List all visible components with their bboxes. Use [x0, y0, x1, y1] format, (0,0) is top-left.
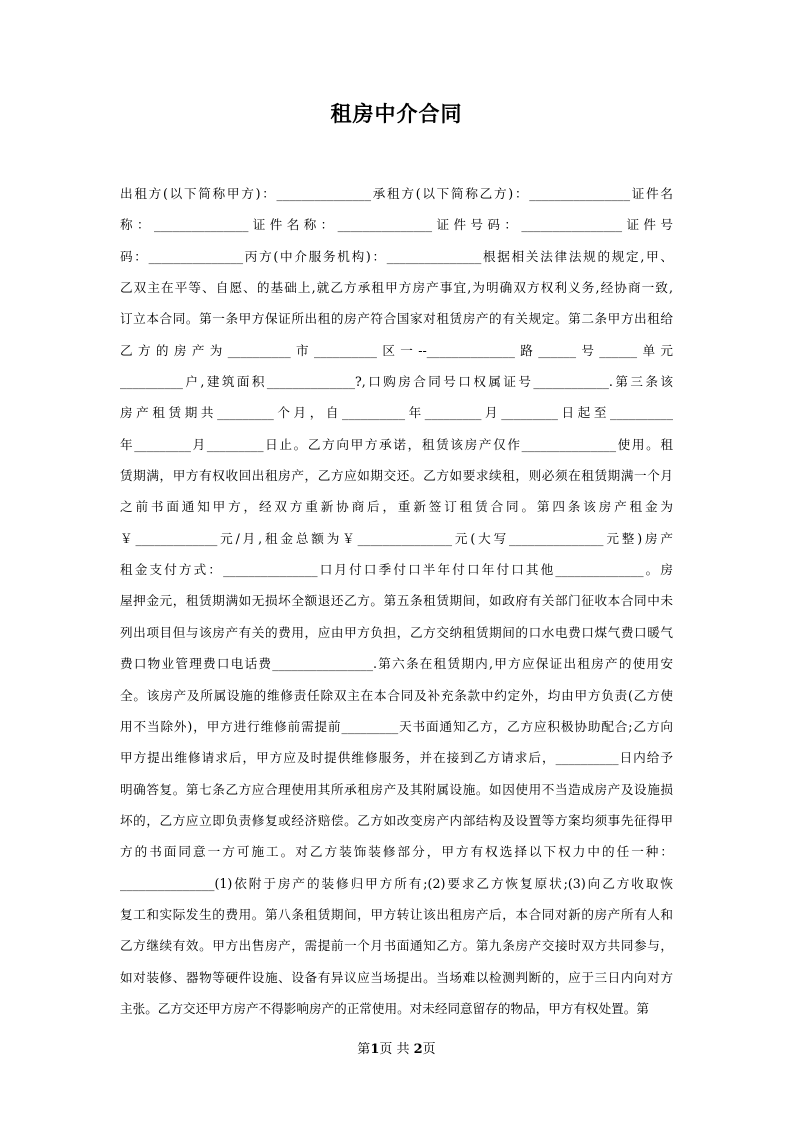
footer-prefix: 第 [357, 1042, 371, 1057]
body-line: 坏的，乙方应立即负责修复或经济赔偿。乙方如改变房产内部结构及设置等方案均须事先征得甲 [120, 812, 673, 828]
body-line: 出租方(以下简称甲方)：_______________承租方(以下简称乙方)：________________证件名 [120, 186, 673, 201]
body-line: 租金支付方式：_______________口月付口季付口半年付口年付口其他______________。房 [120, 562, 673, 578]
body-line: 年_________月_________日止。乙方向甲方承诺，租赁该房产仅作_______________使用。租 [120, 436, 673, 452]
body-line: 赁期满，甲方有权收回出租房产，乙方应如期交还。乙方如要求续租，则必须在租赁期满一个月 [120, 468, 673, 484]
body-line: 屋押金元，租赁期满如无损坏全额退还乙方。第五条租赁期间，如政府有关部门征收本合同中未 [120, 593, 673, 609]
body-line: 乙双主在平等、自愿、的基础上,就乙方承租甲方房产事宜,为明确双方权利义务,经协商一致, [120, 280, 673, 296]
body-line: 称：_______________证件名称：_______________证件号码：________________证件号 [120, 217, 673, 233]
body-line: 全。该房产及所属设施的维修责任除双主在本合同及补充条款中约定外，均由甲方负责(乙方使 [120, 687, 673, 703]
body-line: 之前书面通知甲方，经双方重新协商后，重新签订租赁合同。第四条该房产租金为 [120, 499, 673, 515]
body-line: 订立本合同。第一条甲方保证所出租的房产符合国家对租赁房产的有关规定。第二条甲方出租给 [120, 311, 673, 327]
footer-suffix: 页 [422, 1042, 436, 1057]
current-page-number: 1 [370, 1042, 380, 1057]
body-line: 主张。乙方交还甲方房产不得影响房产的正常使用。对未经同意留存的物品，甲方有权处置。第 [120, 1000, 649, 1016]
body-line: 乙方继续有效。甲方出售房产，需提前一个月书面通知乙方。第九条房产交接时双方共同参与， [120, 938, 673, 954]
document-title: 租房中介合同 [330, 101, 463, 126]
page-footer [0, 1038, 793, 1057]
contract-body [120, 178, 673, 1024]
body-line: _______________(1)依附于房产的装修归甲方所有;(2)要求乙方恢复原状;(3)向乙方收取恢 [120, 875, 673, 891]
body-line: 甲方提出维修请求后，甲方应及时提供维修服务，并在接到乙方请求后，__________日内给予 [120, 750, 673, 766]
body-line: 明确答复。第七条乙方应合理使用其所承租房产及其附属设施。如因使用不当造成房产及设施损 [120, 781, 673, 797]
body-line: 乙方的房产为__________市__________区一--______________路______号______单元 [120, 342, 673, 358]
body-line: 如对装修、器物等硬件设施、设备有异议应当场提出。当场难以检测判断的，应于三日内向对方 [120, 969, 673, 985]
body-line: 方的书面同意一方可施工。对乙方装饰装修部分，甲方有权选择以下权力中的任一种： [120, 844, 673, 860]
body-line: ￥_____________元/月,租金总额为￥_______________元(大写_______________元整)房产 [120, 530, 673, 546]
body-line: 复工和实际发生的费用。第八条租赁期间，甲方转让该出租房产后，本合同对新的房产所有人和 [120, 906, 673, 922]
footer-middle: 页 共 [379, 1042, 414, 1057]
body-line: 房产租赁期共_________个月，自__________年_________月_________日起至__________ [120, 405, 673, 421]
body-line: 用不当除外)，甲方进行维修前需提前_________天书面通知乙方，乙方应积极协助配合;乙方向 [120, 718, 673, 734]
body-line: 费口物业管理费口电话费________________.第六条在租赁期内,甲方应保证出租房产的使用安 [120, 656, 673, 672]
body-line: 列出项目但与该房产有关的费用，应由甲方负担，乙方交纳租赁期间的口水电费口煤气费口暖气 [120, 624, 673, 640]
total-page-number: 2 [413, 1042, 423, 1057]
body-line: 码：_______________丙方(中介服务机构)：_______________根据相关法律法规的规定,甲、 [120, 248, 673, 264]
body-line: __________户,建筑面积______________?,口购房合同号口权属证号____________.第三条该 [120, 374, 673, 390]
